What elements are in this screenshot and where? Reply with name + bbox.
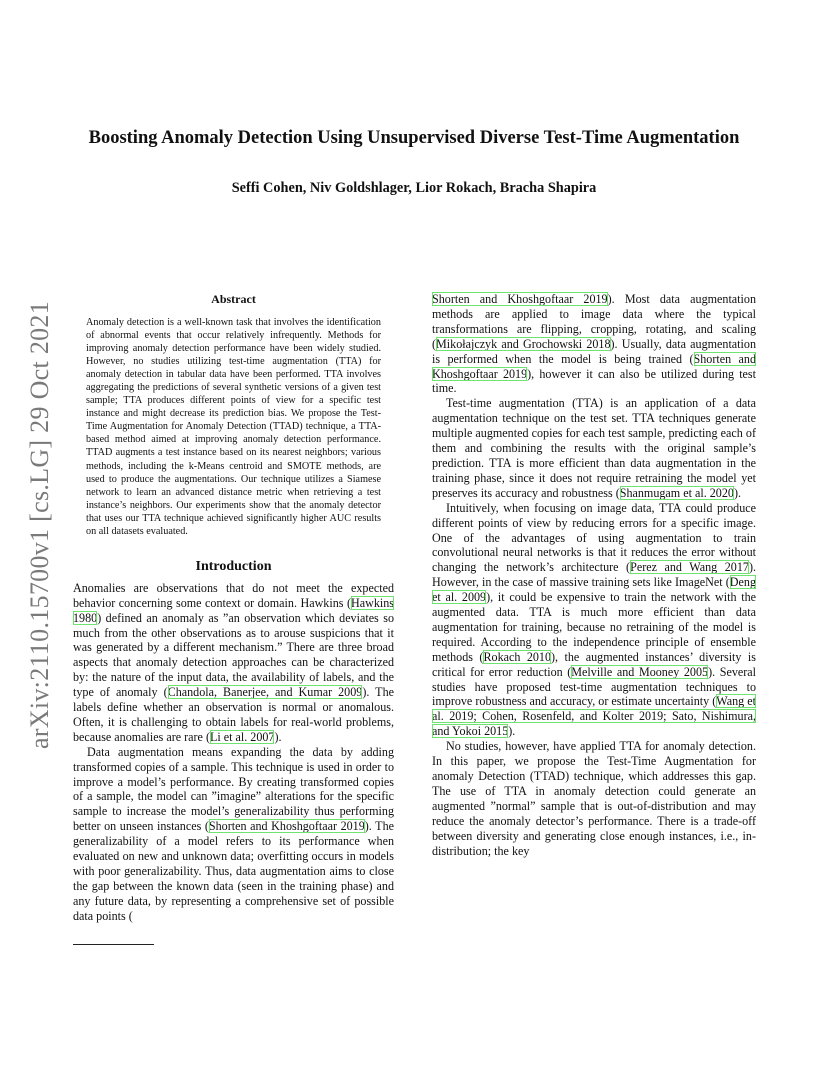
citation-link[interactable]: Chandola, Banerjee, and Kumar 2009 (167, 685, 363, 700)
intro-paragraph-4: Intuitively, when focusing on image data, TTA could produce different points of view by reducing errors for a specific image. One of the advantages of using augmentation to train convolutional neural networks is that it reduces the error without changing the network’s architecture (Perez and Wang 2017). However, in the case of massive training sets like ImageNet (Deng et al. 2009), it could be expensive to train the network with the augmented data. TTA is much more efficient than data augmentation for training, because no retraining of the model is required. According to the independence principle of ensemble methods (Rokach 2010), the augmented instances’ diversity is critical for error reduction (Melville and Mooney 2005). Several studies have proposed test-time augmentation techniques to improve robustness and accuracy, or estimate uncertainty (Wang et al. 2019; Cohen, Rosenfeld, and Kolter 2019; Sato, Nishimura, and Yokoi 2015). (432, 500, 756, 739)
citation-link[interactable]: Deng et al. 2009 (432, 575, 756, 605)
citation-link[interactable]: Melville and Mooney 2005 (571, 664, 709, 679)
arxiv-stamp (20, 290, 60, 760)
arxiv-stamp-text: arXiv:2110.15700v1 [cs.LG] 29 Oct 2021 (25, 300, 54, 750)
intro-paragraph-3: Test-time augmentation (TTA) is an application of a data augmentation technique on the test set. TTA techniques generate multiple augmented copies for each test sample, predicting each of them and combining the results with the original sample’s prediction. TTA is more efficient than data augmentation in the training phase, since it does not require retraining the model yet preserves its accuracy and robustness (Shanmugam et al. 2020). (432, 396, 756, 500)
citation-link[interactable]: Mikołajczyk and Grochowski 2018 (436, 336, 611, 351)
intro-paragraph-1: Anomalies are observations that do not meet the expected behavior concerning some context or domain. Hawkins (Hawkins 1980) defined an anomaly as ”an observation which deviates so much from the other observations as to arouse suspicions that it was generated by a different mechanism.” There are three broad aspects that anomaly detection approaches can be characterized by: the nature of the input data, the availability of labels, and the type of anomaly (Chandola, Banerjee, and Kumar 2009). The labels define whether an observation is normal or anomalous. Often, it is challenging to obtain labels for real-world problems, because anomalies are rare (Li et al. 2007). (73, 580, 394, 744)
abstract (73, 292, 394, 538)
intro-paragraph-2-tail: Shorten and Khoshgoftaar 2019). Most data augmentation methods are applied to image data where the typical transformations are flipping, cropping, rotating, and scaling (Mikołajczyk and Grochowski 2018). Usually, data augmentation is performed when the model is being trained (Shorten and Khoshgoftaar 2019), however it can also be utilized during test time. (432, 292, 756, 396)
paper-authors: Seffi Cohen, Niv Goldshlager, Lior Rokach, Bracha Shapira (231, 180, 597, 196)
citation-link[interactable]: Shorten and Khoshgoftaar 2019 (208, 819, 365, 834)
paper-title: Boosting Anomaly Detection Using Unsupervised Diverse Test-Time Augmentation (88, 128, 740, 148)
citation-link[interactable]: Rokach 2010 (483, 649, 552, 664)
intro-paragraph-2-continued: ). The generalizability of a model refers to its performance when evaluated on new and unknown data; overfitting occurs in models with poor generalizability. Thus, data augmentation aims to close the gap between the known data (seen in the training phase) and any future data, by representing a comprehensive set of possible data points ( (73, 819, 394, 923)
citation-link[interactable]: Li et al. 2007 (209, 729, 275, 744)
citation-link[interactable]: Shorten and Khoshgoftaar 2019 (432, 292, 608, 306)
citation-link[interactable]: Shanmugam et al. 2020 (619, 485, 734, 500)
citation-link[interactable]: Hawkins 1980 (73, 595, 394, 625)
intro-paragraph-2: Data augmentation means expanding the data by adding transformed copies of a sample. This technique is used in order to improve a model’s performance. By creating transformed copies of a sample, the model can ”imagine” alterations for the specific sample to increase the model’s generalizability thus performing better on unseen instances (Shorten and Khoshgoftaar 2019). The generalizability of a model refers to its performance when evaluated on new and unknown data; overfitting occurs in models with poor generalizability. Thus, data augmentation aims to close the gap between the known data (seen in the training phase) and any future data, by representing a comprehensive set of possible data points ( (73, 744, 394, 923)
citation-link[interactable]: Shorten and Khoshgoftaar 2019 (432, 351, 756, 381)
abstract-text: Anomaly detection is a well-known task that involves the identification of abnormal events that occur relatively infrequently. Methods for improving anomaly detection performance have been widely studied. However, no studies utilizing test-time augmentation (TTA) for anomaly detection in tabular data have been performed. TTA involves aggregating the predictions of several synthetic versions of a given test sample; TTA produces different points of view for a specific test instance and might decrease its prediction bias. We propose the Test-Time Augmentation for Anomaly Detection (TTAD) technique, a TTA-based method aimed at improving anomaly detection performance. TTAD augments a test instance based on its nearest neighbors; various methods, including the k-Means centroid and SMOTE methods, are used to produce the augmentations. Our technique utilizes a Siamese network to learn an advanced distance metric when retrieving a test instance’s neighbors. Our experiments show that the anomaly detector that uses our TTA technique achieved significantly higher AUC results on all datasets evaluated. (86, 317, 381, 537)
right-column (432, 292, 756, 858)
left-column (73, 292, 394, 924)
abstract-heading: Abstract (211, 292, 256, 306)
citation-link[interactable]: Wang et al. 2019; Cohen, Rosenfeld, and Kolter 2019; Sato, Nishimura, and Yokoi 2015 (432, 694, 756, 739)
citation-link[interactable]: Perez and Wang 2017 (630, 560, 749, 575)
introduction-heading: Introduction (195, 558, 272, 574)
intro-paragraph-5: No studies, however, have applied TTA for anomaly detection. In this paper, we propose the Test-Time Augmentation for anomaly Detection (TTAD) technique, which addresses this gap. The use of TTA in anomaly detection could generate an augmented ”normal” sample that is out-of-distribution and may reduce the anomaly detector’s performance. There is a trade-off between diversity and generating close enough instances, i.e., in-distribution; the key (432, 739, 756, 858)
footnote-rule (73, 944, 154, 945)
